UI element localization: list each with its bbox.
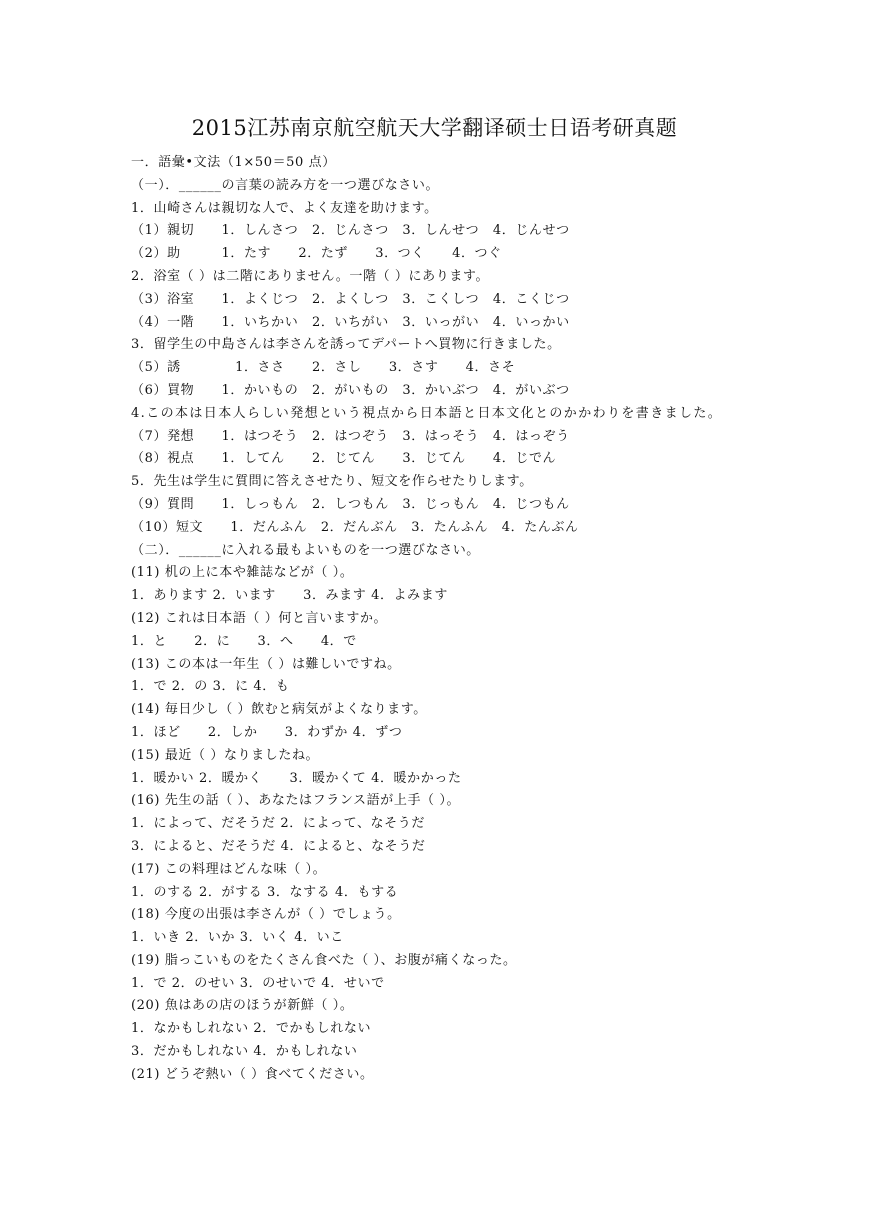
answer-options: （1）親切 1．しんさつ 2．じんさつ 3．しんせつ 4．じんせつ bbox=[131, 223, 570, 239]
question-sentence: (12) これは日本語（ ）何と言いますか。 bbox=[131, 610, 388, 626]
question-sentence: (13) この本は一年生（ ）は難しいですね。 bbox=[131, 656, 401, 672]
answer-options: 1．で 2．のせい 3．のせいで 4．せいで bbox=[131, 975, 385, 991]
answer-options: 1．によって、だそうだ 2．によって、なそうだ bbox=[131, 816, 425, 832]
question-sentence: (20) 魚はあの店のほうが新鮮（ ）。 bbox=[131, 998, 354, 1014]
answer-options: 1．ほど 2．しか 3．わずか 4．ずつ bbox=[131, 724, 403, 740]
question-sentence: 2．浴室（ ）は二階にありません。一階（ ）にあります。 bbox=[131, 268, 490, 284]
answer-options: 1．で 2．の 3．に 4．も bbox=[131, 679, 290, 695]
question-sentence: 3．留学生の中島さんは李さんを誘ってデパートへ買物に行きました。 bbox=[131, 337, 561, 353]
answer-options: （3）浴室 1．よくじつ 2．よくしつ 3．こくしつ 4．こくじつ bbox=[131, 291, 570, 307]
answer-options: （7）発想 1．はつそう 2．はつぞう 3．はっそう 4．はっぞう bbox=[131, 428, 570, 444]
answer-options: （9）質問 1．しっもん 2．しつもん 3．じっもん 4．じつもん bbox=[131, 496, 570, 512]
subsection-heading: （二）．______に入れる最もよいものを一つ選びなさい。 bbox=[131, 542, 480, 558]
page-title: 2015江苏南京航空航天大学翻译硕士日语考研真题 bbox=[191, 116, 678, 140]
answer-options: （5）誘 1．ささ 2．さし 3．さす 4．さそ bbox=[131, 360, 516, 376]
answer-options: 3．によると、だそうだ 4．によると、なそうだ bbox=[131, 838, 426, 854]
exam-body bbox=[131, 152, 771, 1087]
answer-options: （6）買物 1．かいもの 2．がいもの 3．かいぶつ 4．がいぶつ bbox=[131, 382, 570, 398]
section-heading: 一．語彙•文法（1×50＝50 点） bbox=[131, 155, 336, 170]
subsection-heading: （一）．______の言葉の読み方を一つ選びなさい。 bbox=[131, 177, 440, 193]
question-sentence: (15) 最近（ ）なりましたね。 bbox=[131, 747, 320, 763]
question-sentence: (17) この料理はどんな味（ ）。 bbox=[131, 861, 327, 877]
answer-options: 1．と 2．に 3．へ 4．で bbox=[131, 633, 357, 649]
question-sentence: (11) 机の上に本や雑誌などが（ ）。 bbox=[131, 565, 354, 581]
answer-options: 1．あります 2．います 3．みます 4．よみます bbox=[131, 588, 448, 604]
answer-options: 3．だかもしれない 4．かもしれない bbox=[131, 1044, 358, 1060]
answer-options: （2）助 1．たす 2．たず 3．つく 4．つぐ bbox=[131, 246, 502, 262]
question-sentence: (19) 脂っこいものをたくさん食べた（ ）、お腹が痛くなった。 bbox=[131, 952, 517, 968]
answer-options: （4）一階 1．いちかい 2．いちがい 3．いっがい 4．いっかい bbox=[131, 314, 570, 330]
question-sentence: (21) どうぞ熱い（ ）食べてください。 bbox=[131, 1066, 374, 1082]
answer-options: 1．のする 2．がする 3．なする 4．もする bbox=[131, 884, 399, 900]
answer-options: 1．暖かい 2．暖かく 3．暖かくて 4．暖かかった bbox=[131, 770, 462, 786]
question-sentence: (14) 毎日少し（ ）飲むと病気がよくなります。 bbox=[131, 702, 427, 718]
answer-options: 1．なかもしれない 2．でかもしれない bbox=[131, 1021, 372, 1037]
question-sentence: (18) 今度の出張は李さんが（ ）でしょう。 bbox=[131, 907, 401, 923]
question-sentence: 4.この本は日本人らしい発想という視点から日本語と日本文化とのかかわりを書きました。 bbox=[131, 405, 723, 421]
answer-options: （10）短文 1．だんふん 2．だんぶん 3．たんふん 4．たんぶん bbox=[131, 519, 579, 535]
question-sentence: 5．先生は学生に質問に答えさせたり、短文を作らせたりします。 bbox=[131, 474, 533, 490]
answer-options: 1．いき 2．いか 3．いく 4．いこ bbox=[131, 930, 344, 946]
question-sentence: (16) 先生の話（ ）、あなたはフランス語が上手（ ）。 bbox=[131, 793, 461, 809]
answer-options: （8）視点 1．してん 2．じてん 3．じてん 4．じでん bbox=[131, 451, 557, 467]
question-sentence: 1．山崎さんは親切な人で、よく友達を助けます。 bbox=[131, 200, 438, 216]
